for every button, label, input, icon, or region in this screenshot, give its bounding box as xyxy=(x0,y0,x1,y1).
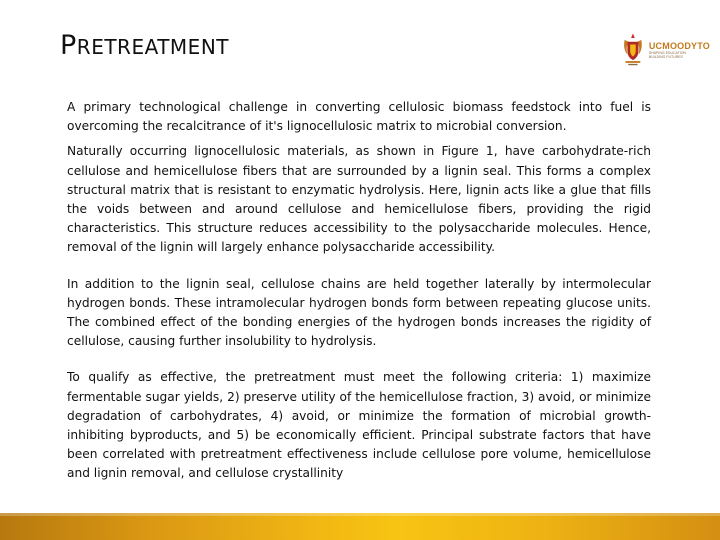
logo-subtitle-2: BUILDING FUTURES xyxy=(648,55,683,59)
slide-title-rest: RETREATMENT xyxy=(76,35,229,59)
slide-title-initial: P xyxy=(60,30,77,61)
crest-icon xyxy=(620,31,646,69)
slide-title xyxy=(60,30,229,61)
footer-bar xyxy=(0,513,720,540)
slide-body xyxy=(67,98,651,484)
footer-highlight xyxy=(0,513,720,516)
paragraph-hydrogen-bonds: In addition to the lignin seal, cellulose chains are held together laterally by intermolecular hydrogen bonds. These intramolecular hydrogen bonds form between repeating glucose units. The combined effect of the bonding energies of the hydrogen bonds increases the rigidity of cellulose, causing further insolubility to hydrolysis. xyxy=(67,276,651,349)
university-logo xyxy=(620,30,710,70)
logo-name: UCMOODYTO xyxy=(648,40,710,51)
paragraph-criteria: To qualify as effective, the pretreatment must meet the following criteria: 1) maximize fermentable sugar yields, 2) preserve utility of the hemicellulose fraction, 3) avoid, or minimize degradation of carbohydrates, 4) avoid, or minimize the formation of microbial growth-inhibiting byproducts, and 5) be economically efficient. Principal substrate factors that have been correlated with pretreatment effectiveness include cellulose pore volume, hemicellulose and lignin removal, and cellulose crystallinity xyxy=(67,370,651,481)
paragraph-lignin: Naturally occurring lignocellulosic materials, as shown in Figure 1, have carbohydrate-rich cellulose and hemicellulose fibers that are surrounded by a lignin seal. This forms a complex structural matrix that is resistant to enzymatic hydrolysis. Here, lignin acts like a glue that fills the voids between and around cellulose and hemicellulose fibers, providing the rigid characteristics. This structure reduces accessibility to the polysaccharide molecules. Hence, removal of the lignin will largely enhance polysaccharide accessibility. xyxy=(67,144,651,255)
paragraph-intro: A primary technological challenge in converting cellulosic biomass feedstock into fuel is overcoming the recalcitrance of it's lignocellulosic matrix to microbial conversion. xyxy=(67,100,651,134)
logo-subtitle-1: SHAPING EDUCATION xyxy=(648,50,686,55)
